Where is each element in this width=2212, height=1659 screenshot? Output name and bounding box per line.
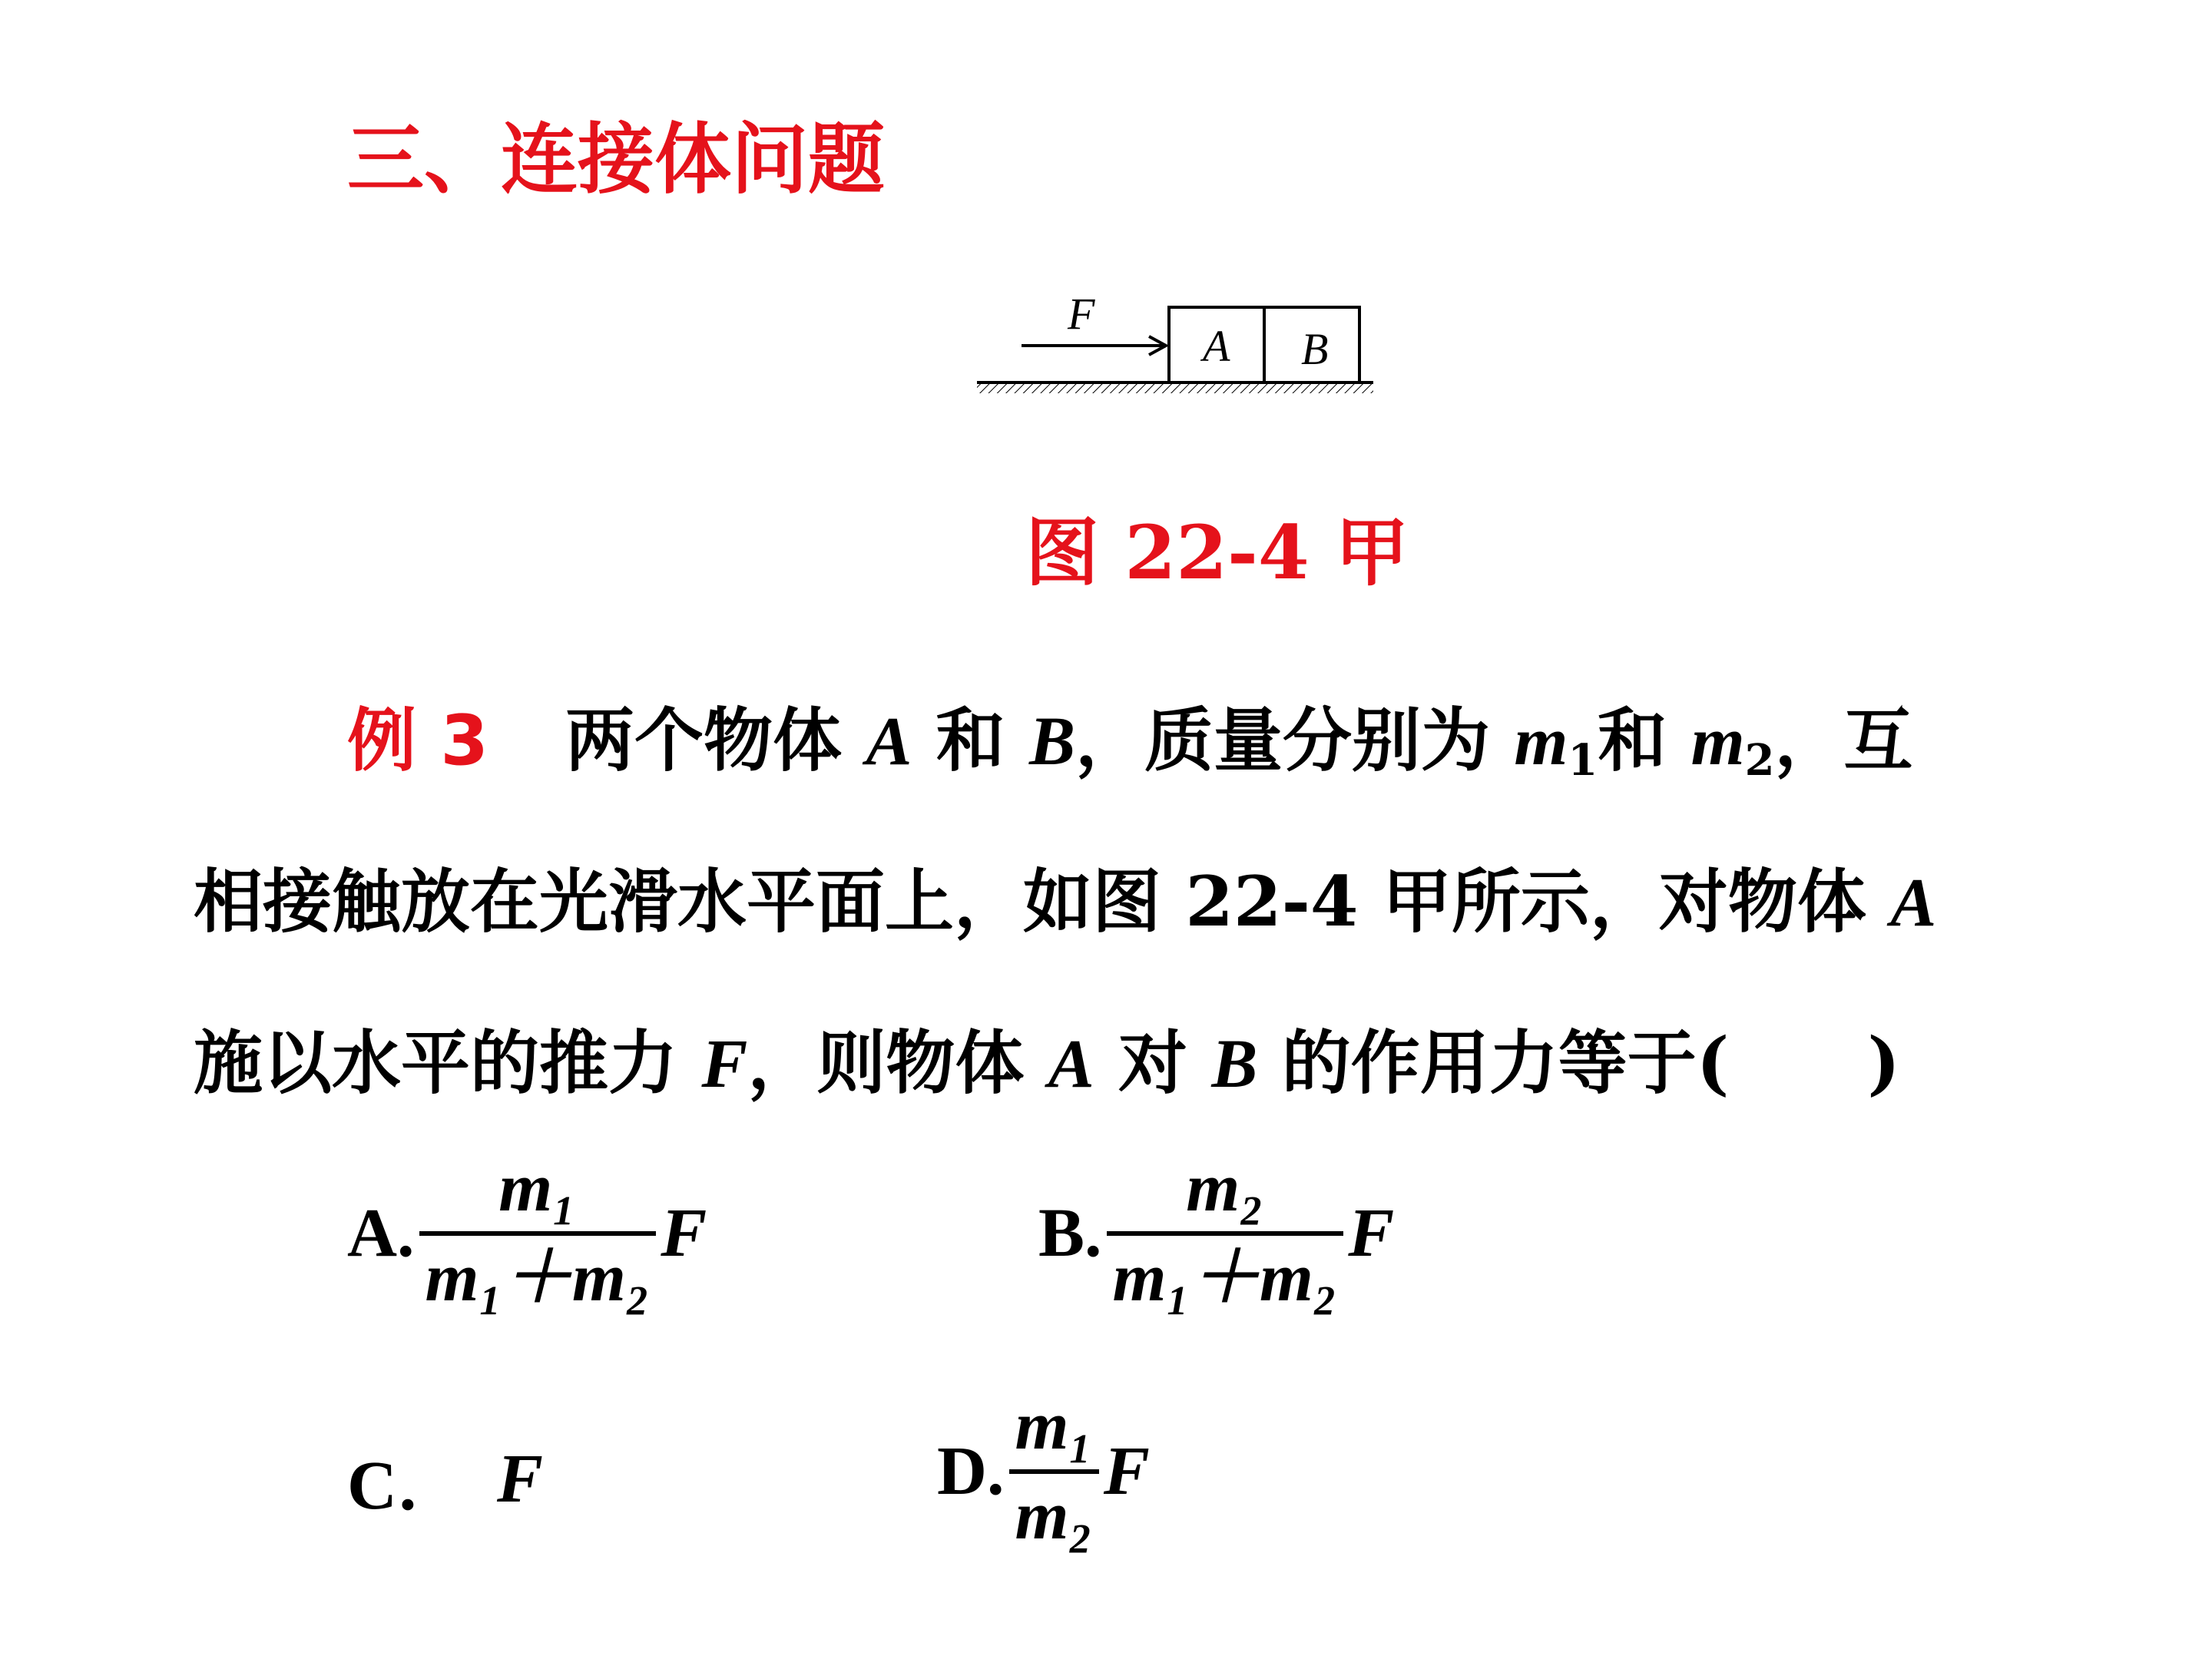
fraction-denominator: m₁＋m₂: [1112, 1239, 1338, 1316]
var-a: A: [1048, 1026, 1094, 1102]
fraction-bar: [1107, 1231, 1344, 1236]
option-b-suffix: F: [1348, 1195, 1395, 1271]
option-b-fraction: [1107, 1152, 1344, 1314]
text-segment: ，则物体: [747, 1022, 1048, 1104]
option-c-label: C．: [347, 1448, 466, 1524]
option-b[interactable]: [1038, 1152, 1394, 1314]
option-b-label: B.: [1038, 1195, 1102, 1271]
var-b: B: [1211, 1026, 1258, 1102]
section-title: 三、连接体问题: [347, 114, 885, 204]
option-d-fraction: [1009, 1390, 1099, 1552]
connected-blocks-figure: [975, 284, 1390, 407]
subscript-2: 2: [1744, 735, 1775, 786]
var-a: A: [1890, 865, 1937, 941]
problem-line-2: [194, 822, 2037, 983]
ground-hatch: [977, 382, 1373, 393]
option-d[interactable]: [937, 1390, 1150, 1552]
fraction-bar: [419, 1231, 657, 1236]
text-segment: ): [1867, 1022, 1900, 1104]
fraction-denominator: m₁＋m₂: [425, 1239, 651, 1316]
text-segment: 的作用力等于(: [1257, 1022, 1730, 1104]
text-segment: ，质量分别为: [1075, 700, 1515, 781]
force-label: F: [1068, 289, 1095, 339]
option-a-fraction: [419, 1152, 657, 1314]
text-segment: ，互: [1774, 700, 1913, 781]
var-f: F: [701, 1026, 748, 1102]
fraction-numerator: m₂: [1186, 1150, 1264, 1226]
block-a-label: A: [1203, 321, 1230, 371]
text-segment: 相接触放在光滑水平面上，如图 22-4 甲所示，对物体: [194, 861, 1891, 942]
text-segment: 两个物体: [565, 700, 866, 781]
text-segment: 和: [912, 700, 1030, 781]
option-d-suffix: F: [1103, 1433, 1150, 1509]
option-a[interactable]: [347, 1152, 707, 1314]
problem-line-3: [194, 983, 2037, 1144]
var-a: A: [866, 704, 912, 780]
fraction-denominator: m₂: [1015, 1477, 1093, 1554]
problem-statement: [194, 661, 2037, 1144]
text-segment: 施以水平的推力: [194, 1022, 702, 1104]
var-b: B: [1029, 704, 1076, 780]
figure-caption: 图 22-4 甲: [1025, 509, 1409, 596]
var-m2: m: [1690, 704, 1745, 780]
text-segment: 和: [1598, 700, 1691, 781]
option-c-suffix: F: [497, 1440, 544, 1517]
fraction-bar: [1009, 1469, 1099, 1474]
option-c[interactable]: [347, 1429, 543, 1528]
text-segment: 对: [1094, 1022, 1212, 1104]
option-a-suffix: F: [661, 1195, 707, 1271]
subscript-1: 1: [1568, 735, 1598, 786]
connected-blocks-diagram: [975, 284, 1390, 407]
option-d-label: D.: [937, 1433, 1005, 1509]
fraction-numerator: m₁: [498, 1150, 577, 1226]
block-b-label: B: [1301, 324, 1329, 374]
var-m1: m: [1514, 704, 1568, 780]
problem-line-1: [194, 661, 2037, 822]
fraction-numerator: m₁: [1015, 1388, 1093, 1464]
option-a-label: A.: [347, 1195, 415, 1271]
example-label: 例 3: [347, 700, 488, 781]
